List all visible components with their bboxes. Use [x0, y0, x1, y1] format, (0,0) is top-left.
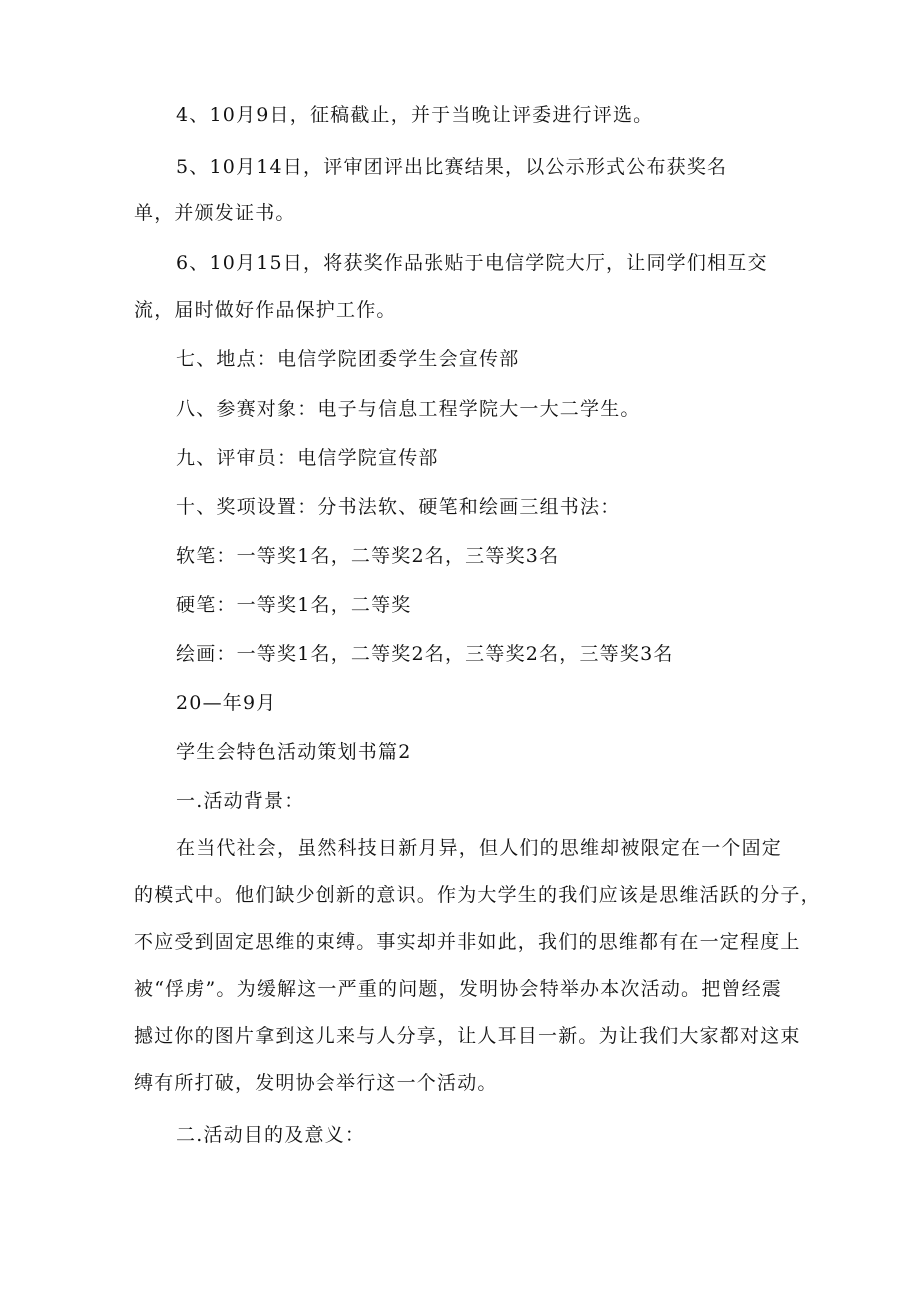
- text-line-awards-pen: 硬笔：一等奖1名，二等奖: [176, 594, 412, 616]
- section-title: 学生会特色活动策划书篇2: [176, 741, 412, 763]
- background-line-5: 撼过你的图片拿到这儿来与人分享，让人耳目一新。为让我们大家都对这束: [134, 1025, 801, 1047]
- text-line-schedule-5-cont: 单，并颁发证书。: [134, 202, 296, 224]
- text-line-participants: 八、参赛对象：电子与信息工程学院大一大二学生。: [176, 398, 641, 420]
- text-line-awards-painting: 绘画：一等奖1名，二等奖2名，三等奖2名，三等奖3名: [176, 643, 674, 665]
- text-line-location: 七、地点：电信学院团委学生会宣传部: [176, 348, 520, 370]
- text-line-date: 20—年9月: [176, 692, 277, 714]
- text-line-awards: 十、奖项设置：分书法软、硬笔和绘画三组书法：: [176, 496, 621, 518]
- text-line-schedule-5: 5、10月14日，评审团评出比赛结果，以公示形式公布获奖名: [176, 156, 728, 178]
- text-line-schedule-4: 4、10月9日，征稿截止，并于当晚让评委进行评选。: [176, 104, 654, 126]
- background-line-6: 缚有所打破，发明协会举行这一个活动。: [134, 1072, 498, 1094]
- background-line-4: 被“俘虏”。为缓解这一严重的问题，发明协会特举办本次活动。把曾经震: [134, 978, 783, 1000]
- text-line-schedule-6-cont: 流，届时做好作品保护工作。: [134, 299, 397, 321]
- background-line-2: 的模式中。他们缺少创新的意识。作为大学生的我们应该是思维活跃的分子，: [134, 884, 821, 906]
- background-line-1: 在当代社会，虽然科技日新月异，但人们的思维却被限定在一个固定: [176, 837, 783, 859]
- heading-purpose: 二.活动目的及意义：: [176, 1124, 366, 1146]
- text-line-judges: 九、评审员：电信学院宣传部: [176, 447, 439, 469]
- heading-background: 一.活动背景：: [176, 790, 305, 812]
- text-line-awards-brush: 软笔：一等奖1名，二等奖2名，三等奖3名: [176, 545, 560, 567]
- background-line-3: 不应受到固定思维的束缚。事实却并非如此，我们的思维都有在一定程度上: [134, 931, 801, 953]
- text-line-schedule-6: 6、10月15日，将获奖作品张贴于电信学院大厅，让同学们相互交: [176, 252, 768, 274]
